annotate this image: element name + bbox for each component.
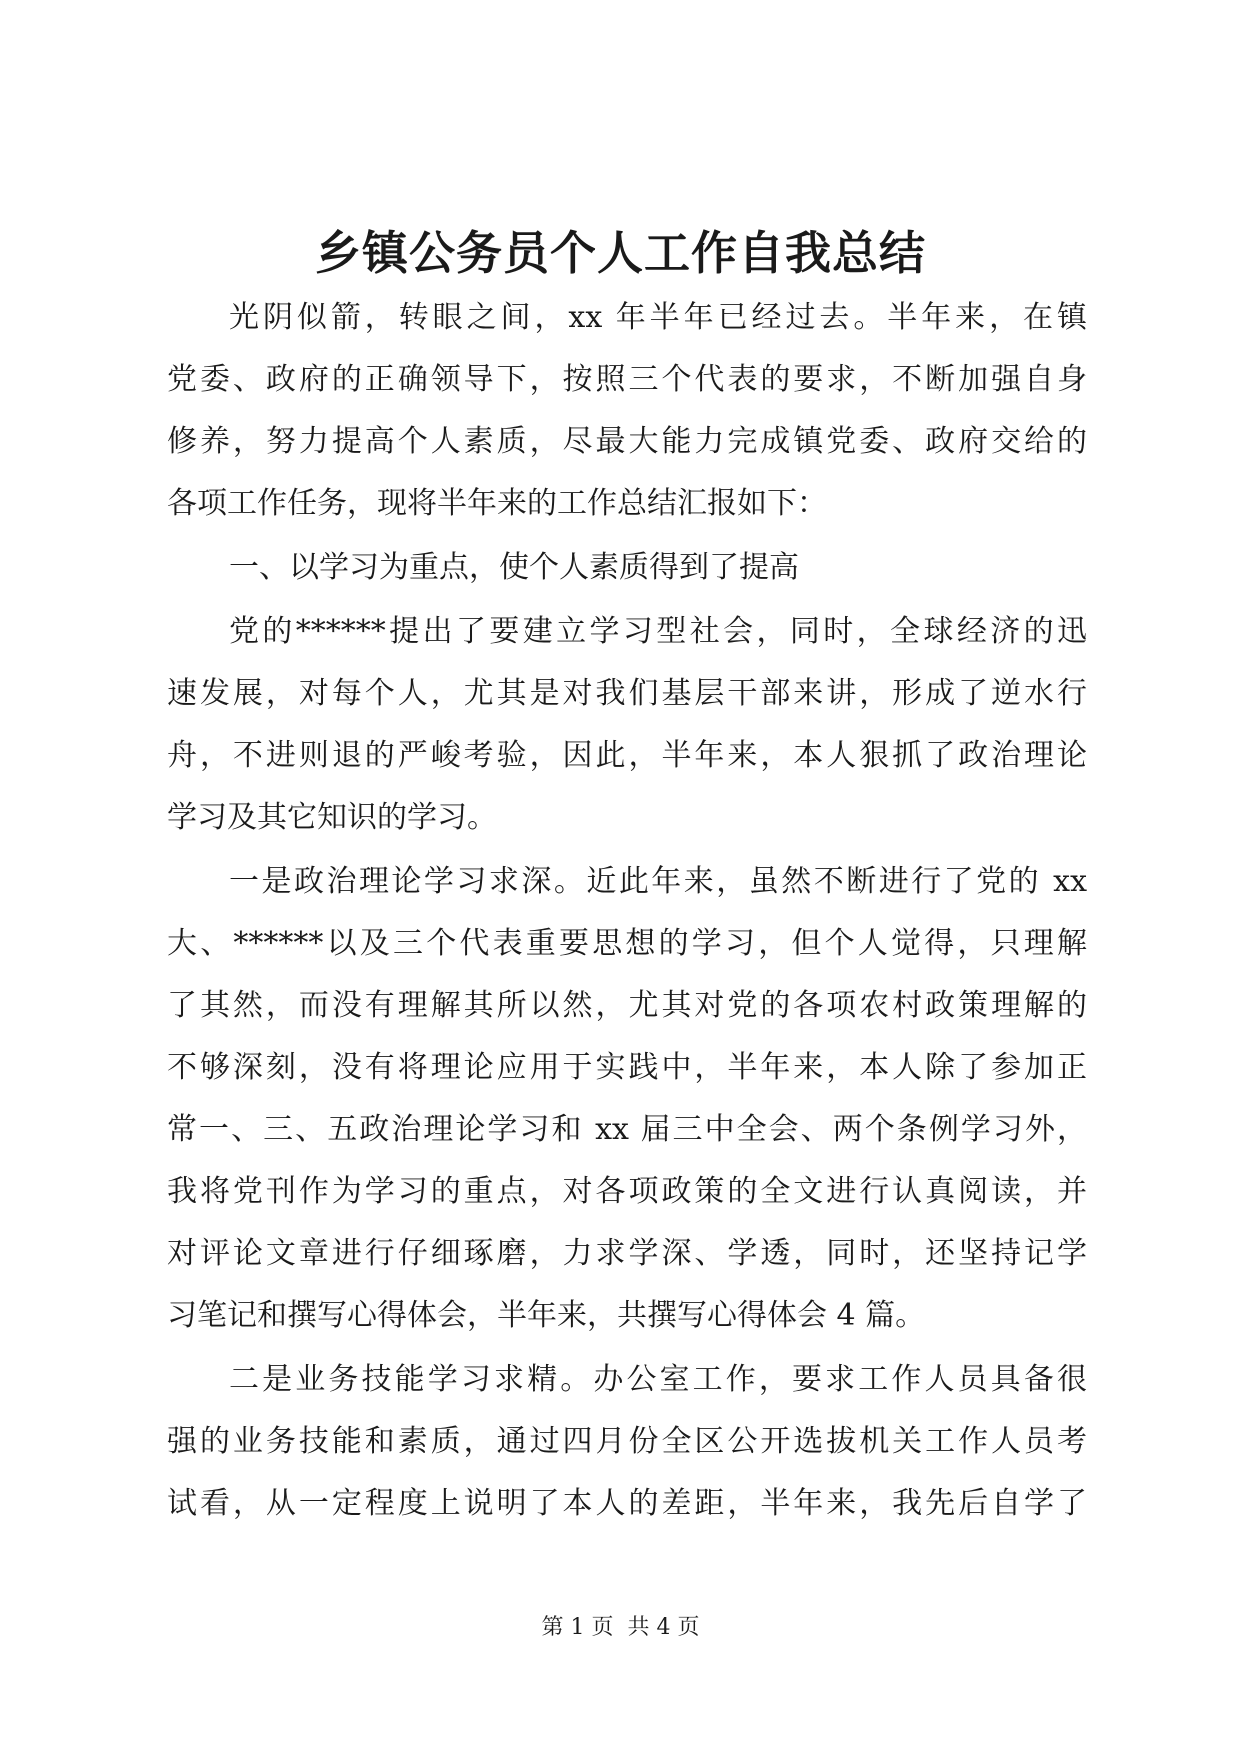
text-line: 学习及其它知识的学习。 (167, 800, 497, 835)
document-title: 乡镇公务员个人工作自我总结 (315, 226, 926, 280)
text-line: 对评论文章进行仔细琢磨，力求学深、学透，同时，还坚持记学 (167, 1236, 1087, 1271)
text-line: 我将党刊作为学习的重点，对各项政策的全文进行认真阅读，并 (167, 1174, 1087, 1209)
text-line: 党的******提出了要建立学习型社会，同时，全球经济的迅 (229, 614, 1087, 649)
document-body (167, 287, 1087, 1535)
text-line: 修养，努力提高个人素质，尽最大能力完成镇党委、政府交给的 (167, 424, 1087, 459)
text-line: 各项工作任务，现将半年来的工作总结汇报如下： (167, 486, 827, 521)
text-line: 了其然，而没有理解其所以然，尤其对党的各项农村政策理解的 (167, 988, 1087, 1023)
text-line: 不够深刻，没有将理论应用于实践中，半年来，本人除了参加正 (167, 1050, 1087, 1085)
text-line: 一、以学习为重点，使个人素质得到了提高 (229, 550, 799, 585)
text-line: 速发展，对每个人，尤其是对我们基层干部来讲，形成了逆水行 (167, 676, 1087, 711)
text-line: 大、******以及三个代表重要思想的学习，但个人觉得，只理解 (167, 926, 1087, 961)
text-line: 强的业务技能和素质，通过四月份全区公开选拔机关工作人员考 (167, 1424, 1087, 1459)
page-total: 共 4 页 (627, 1615, 700, 1640)
text-line: 试看，从一定程度上说明了本人的差距，半年来，我先后自学了 (167, 1486, 1087, 1521)
text-line: 习笔记和撰写心得体会，半年来，共撰写心得体会 4 篇。 (167, 1298, 926, 1333)
text-line: 一是政治理论学习求深。近此年来，虽然不断进行了党的 xx (229, 864, 1087, 899)
text-line: 舟，不进则退的严峻考验，因此，半年来，本人狠抓了政治理论 (167, 738, 1087, 773)
page-footer (0, 1612, 1241, 1644)
text-line: 二是业务技能学习求精。办公室工作，要求工作人员具备很 (229, 1362, 1087, 1397)
page-number: 第 1 页 (541, 1615, 614, 1640)
text-line: 光阴似箭，转眼之间，xx 年半年已经过去。半年来，在镇 (229, 300, 1087, 335)
text-line: 党委、政府的正确领导下，按照三个代表的要求，不断加强自身 (167, 362, 1087, 397)
text-line: 常一、三、五政治理论学习和 xx 届三中全会、两个条例学习外， (167, 1112, 1087, 1147)
